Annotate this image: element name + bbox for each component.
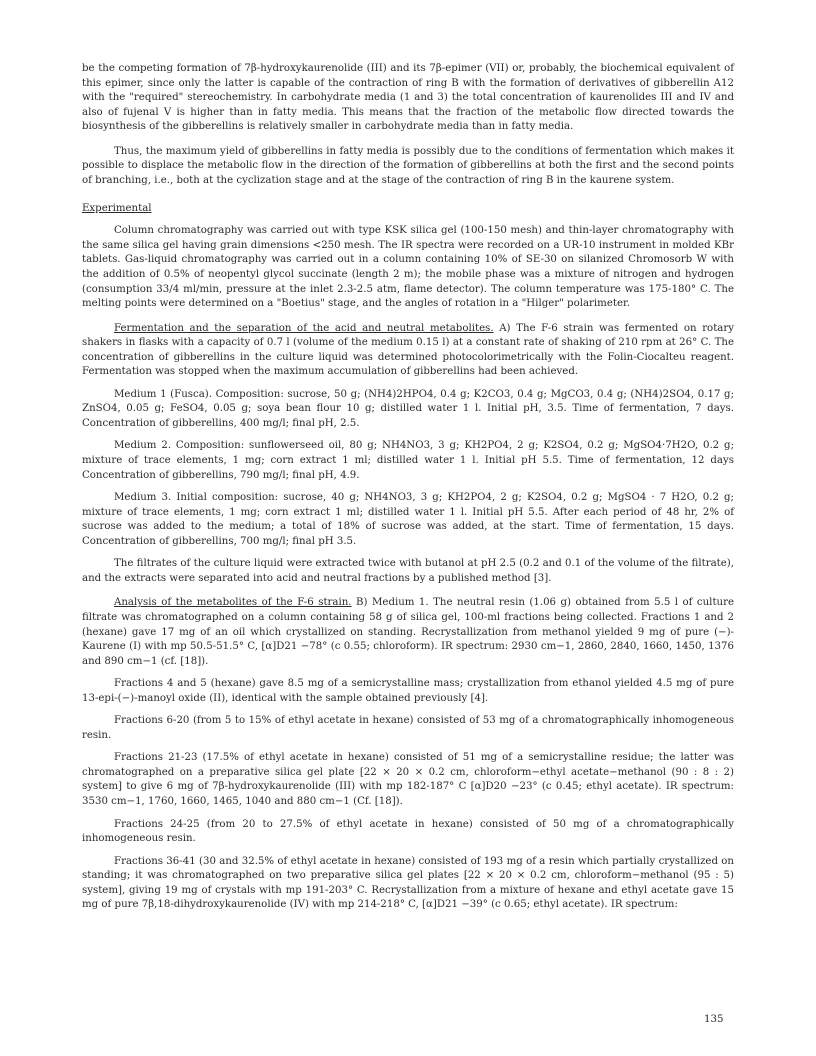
fermentation-text: A) The F-6 strain was fermented on rotary shakers in flasks with a capacity of 0.7 l (volume of the medium 0.15 l) at a constant rate of shaking of 210 rpm at 26° C. The concentration of gibberellins in the culture liquid was determined photocolorimetrically with the Folin-Ciocalteu reagent. Fermentation was stopped when the maximum accumulation of gibberellins had been achieved. — [82, 322, 734, 378]
paragraph-fractions-6-20: Fractions 6-20 (from 5 to 15% of ethyl acetate in hexane) consisted of 53 mg of a chromatographically inhomogeneous resin. — [82, 715, 734, 741]
paragraph-methods: Column chromatography was carried out with type KSK silica gel (100-150 mesh) and thin-layer chromatography with the same silica gel having grain dimensions <250 mesh. The IR spectra were recorded on a UR-10 instrument in molded KBr tablets. Gas-liquid chromatography was carried out in a column containing 10% of SE-30 on silanized Chromosorb W with the addition of 0.5% of neopentyl glycol succinate (length 2 m); the mobile phase was a mixture of nitrogen and hydrogen (consumption 33/4 ml/min, pressure at the inlet 2.3-2.5 atm, flame detector). The column temperature was 175-180° C. The melting points were determined on a "Boetius" stage, and the angles of rotation in a "Hilger" polarimeter. — [82, 225, 734, 310]
paragraph-fractions-4-5: Fractions 4 and 5 (hexane) gave 8.5 mg of a semicrystalline mass; crystallization from ethanol yielded 4.5 mg of pure 13-epi-(−)-manoyl oxide (II), identical with the sample obtained previously [4]. — [82, 678, 734, 704]
paragraph-medium-3: Medium 3. Initial composition: sucrose, 40 g; NH4NO3, 3 g; KH2PO4, 2 g; K2SO4, 0.2 g; MgSO4 · 7 H2O, 0.2 g; mixture of trace elements, 1 mg; corn extract 1 ml; distilled water 1 l. Initial pH 5.5. After each period of 48 hr, 2% of sucrose was added to the medium; a total of 18% of sucrose was added, at the start. Time of fermentation, 15 days. Concentration of gibberellins, 700 mg/l; final pH 3.5. — [82, 492, 734, 547]
paragraph-medium-1: Medium 1 (Fusca). Composition: sucrose, 50 g; (NH4)2HPO4, 0.4 g; K2CO3, 0.4 g; MgCO3, 0.4 g; (NH4)2SO4, 0.17 g; ZnSO4, 0.05 g; FeSO4, 0.05 g; soya bean flour 10 g; distilled water 1 l. Initial pH, 3.5. Time of fermentation, 7 days. Concentration of gibberellins, 400 mg/l; final pH, 2.5. — [82, 388, 734, 429]
fermentation-subheading: Fermentation and the separation of the acid and neutral metabolites. — [114, 322, 494, 334]
paragraph-fractions-21-23: Fractions 21-23 (17.5% of ethyl acetate in hexane) consisted of 51 mg of a semicrystalline residue; the latter was chromatographed on a preparative silica gel plate [22 × 20 × 0.2 cm, chloroform−ethyl acetate−methanol (90 : 8 : 2) system] to give 6 mg of 7β-hydroxykaurenolide (III) with mp 182-187° C [α]D20 −23° (c 0.45; ethyl acetate). IR spectrum: 3530 cm−1, 1760, 1660, 1465, 1040 and 880 cm−1 (Cf. [18]). — [82, 752, 734, 807]
analysis-text: B) Medium 1. The neutral resin (1.06 g) obtained from 5.5 l of culture filtrate was chromatographed on a column containing 58 g of silica gel, 100-ml fractions being collected. Fractions 1 and 2 (hexane) gave 17 mg of an oil which crystallized on standing. Recrystallization from methanol yielded 9 mg of pure (−)-Kaurene (I) with mp 50.5-51.5° C, [α]D21 −78° (c 0.55; chloroform). IR spectrum: 2930 cm−1, 2860, 2840, 1660, 1450, 1376 and 890 cm−1 (cf. [18]). — [82, 597, 734, 667]
section-heading-experimental: Experimental — [82, 203, 152, 215]
paragraph-fermentation — [82, 322, 734, 380]
paragraph-analysis — [82, 596, 734, 669]
page-body — [82, 62, 734, 921]
paragraph-medium-2: Medium 2. Composition: sunflowerseed oil, 80 g; NH4NO3, 3 g; KH2PO4, 2 g; K2SO4, 0.2 g; MgSO4·7H2O, 0.2 g; mixture of trace elements, 1 mg; corn extract 1 ml; distilled water 1 l. Initial pH 5.5. Time of fermentation, 12 days Concentration of gibberellins, 790 mg/l; final pH, 4.9. — [82, 440, 734, 481]
paragraph-fractions-24-25: Fractions 24-25 (from 20 to 27.5% of ethyl acetate in hexane) consisted of 50 mg of a chromatographically inhomogeneous resin. — [82, 818, 734, 845]
paragraph-fractions-36-41: Fractions 36-41 (30 and 32.5% of ethyl acetate in hexane) consisted of 193 mg of a resin which partially crystallized on standing; it was chromatographed on two preparative silica gel plates [22 × 20 × 0.2 cm, chloroform−methanol (95 : 5) system], giving 19 mg of crystals with mp 191-203° C. Recrystallization from a mixture of hexane and ethyl acetate gave 15 mg of pure 7β,18-dihydroxykaurenolide (IV) with mp 214-218° C, [α]D21 −39° (c 0.65; ethyl acetate). IR spectrum: — [82, 855, 734, 911]
paragraph-2: Thus, the maximum yield of gibberellins in fatty media is possibly due to the conditions of fermentation which makes it possible to displace the metabolic flow in the direction of the formation of gibberellins at both the first and the second points of branching, i.e., both at the cyclization stage and at the stage of the contraction of ring B in the kaurene system. — [82, 145, 734, 186]
analysis-subheading: Analysis of the metabolites of the F-6 strain. — [114, 597, 352, 609]
paragraph-1: be the competing formation of 7β-hydroxykaurenolide (III) and its 7β-epimer (VII) or, probably, the biochemical equivalent of this epimer, since only the latter is capable of the contraction of ring B with the formation of derivatives of gibberellin A12 with the "required" stereochemistry. In carbohydrate media (1 and 3) the total concentration of kaurenolides III and IV and also of fujenal V is higher than in fatty media. This means that the fraction of the metabolic flow directed towards the biosynthesis of the gibberellins is relatively smaller in carbohydrate media than in fatty media. — [82, 63, 734, 133]
page-number: 135 — [704, 1014, 724, 1025]
paragraph-filtrates: The filtrates of the culture liquid were extracted twice with butanol at pH 2.5 (0.2 and 0.1 of the volume of the filtrate), and the extracts were separated into acid and neutral fractions by a published method [3]. — [82, 558, 734, 584]
